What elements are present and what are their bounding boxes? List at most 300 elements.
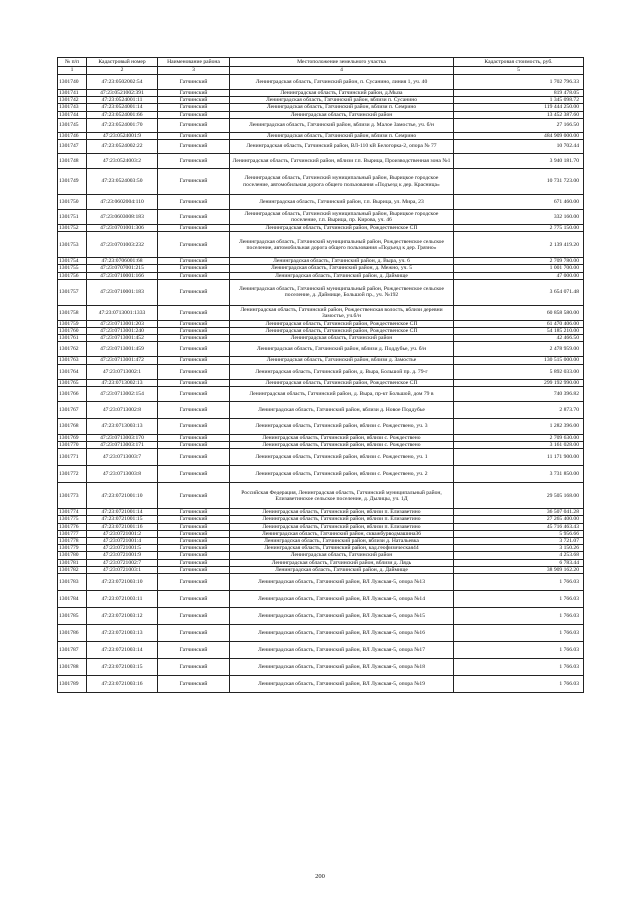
district-cell: Гатчинский: [158, 566, 230, 573]
location-cell: Ленинградская область, Гатчинский район, вблизи п. Сусанино: [230, 97, 454, 104]
row-number-cell: 1301761: [58, 335, 87, 342]
row-number-cell: 1301744: [58, 111, 87, 118]
cadastral-value-cell: 1 766.03: [454, 625, 584, 642]
row-number-cell: 1301764: [58, 364, 87, 379]
column-number: 3: [158, 67, 230, 75]
district-cell: Гатчинский: [158, 530, 230, 537]
cadastral-number-cell: 47:23:0721001:10: [87, 483, 158, 509]
cadastral-number-cell: 47:23:0721003:13: [87, 625, 158, 642]
table-row: [58, 328, 584, 335]
location-cell: Ленинградская область, Гатчинский район, Рождественское СП: [230, 379, 454, 386]
cadastral-number-cell: 47:23:0713001:452: [87, 335, 158, 342]
location-cell: Ленинградская область, Гатчинский район, вблизи д. Лядь: [230, 559, 454, 566]
cadastral-value-cell: 2 139 419.20: [454, 232, 584, 258]
district-cell: Гатчинский: [158, 386, 230, 401]
table-row: [58, 140, 584, 154]
table-row: [58, 401, 584, 418]
table-row: [58, 104, 584, 111]
location-cell: Ленинградская область, Гатчинский район, ВЛ Лужская-5, опора №13: [230, 574, 454, 591]
cadastral-value-cell: 10 731 723.00: [454, 169, 584, 195]
cadastral-number-cell: 47:23:0603008:183: [87, 210, 158, 225]
cadastral-value-cell: 3 161 028.00: [454, 442, 584, 449]
table-row: [58, 591, 584, 608]
district-cell: Гатчинский: [158, 169, 230, 195]
cadastral-value-cell: 6 783.44: [454, 559, 584, 566]
cadastral-number-cell: 47:23:0701003:232: [87, 232, 158, 258]
location-cell: Ленинградская область, Гатчинский район, Рождественское СП: [230, 320, 454, 327]
location-cell: Ленинградская область, Гатчинский район, ВЛ Лужская-5, опора №19: [230, 676, 454, 693]
location-cell: Ленинградская область, Гатчинский район, ВЛ Лужская-5, опора №18: [230, 659, 454, 676]
cadastral-number-cell: 47:23:0524001:11: [87, 97, 158, 104]
district-cell: Гатчинский: [158, 232, 230, 258]
table-row: [58, 232, 584, 258]
table-row: [58, 272, 584, 279]
district-cell: Гатчинский: [158, 418, 230, 434]
row-number-cell: 1301752: [58, 225, 87, 232]
cadastral-value-cell: 36 507 041.28: [454, 509, 584, 516]
cadastral-number-cell: 47:23:0721003:16: [87, 676, 158, 693]
cadastral-value-cell: 13 452 387.60: [454, 111, 584, 118]
row-number-cell: 1301766: [58, 386, 87, 401]
cadastral-number-cell: 47:23:0713003:7: [87, 449, 158, 466]
table-row: [58, 516, 584, 523]
district-cell: Гатчинский: [158, 574, 230, 591]
table-row: [58, 642, 584, 659]
row-number-cell: 1301786: [58, 625, 87, 642]
row-number-cell: 1301757: [58, 279, 87, 305]
cadastral-value-cell: 1 766.03: [454, 591, 584, 608]
row-number-cell: 1301763: [58, 357, 87, 364]
page-number: 200: [315, 873, 325, 880]
row-number-cell: 1301747: [58, 140, 87, 154]
table-row: [58, 559, 584, 566]
row-number-cell: 1301753: [58, 232, 87, 258]
cadastral-number-cell: 47:23:0721003:14: [87, 642, 158, 659]
column-number: 5: [454, 67, 584, 75]
location-cell: Ленинградская область, Гатчинский район, вблизи п. Семрино: [230, 104, 454, 111]
cadastral-value-cell: 1 766.03: [454, 676, 584, 693]
district-cell: Гатчинский: [158, 90, 230, 97]
table-row: [58, 466, 584, 483]
cadastral-value-cell: 1 282 396.00: [454, 418, 584, 434]
row-number-cell: 1301771: [58, 449, 87, 466]
table-row: [58, 342, 584, 357]
table-row: [58, 608, 584, 625]
row-number-cell: 1301750: [58, 195, 87, 210]
table-row: [58, 509, 584, 516]
cadastral-number-cell: 47:23:0710001:183: [87, 279, 158, 305]
location-cell: Ленинградская область, Гатчинский муниципальный район, Рождественское сельское поселение, д. Даймище, Большой пр., уч. №192: [230, 279, 454, 305]
table-row: [58, 132, 584, 139]
row-number-cell: 1301772: [58, 466, 87, 483]
cadastral-number-cell: 47:23:0713002:1: [87, 364, 158, 379]
location-cell: Ленинградская область, Гатчинский район, г.п. Вырица, ул. Мира, 23: [230, 195, 454, 210]
row-number-cell: 1301760: [58, 328, 87, 335]
district-cell: Гатчинский: [158, 279, 230, 305]
row-number-cell: 1301779: [58, 545, 87, 552]
cadastral-number-cell: 47:23:0502002:54: [87, 75, 158, 90]
district-cell: Гатчинский: [158, 401, 230, 418]
table-row: [58, 169, 584, 195]
cadastral-number-cell: 47:23:0524003:50: [87, 169, 158, 195]
cadastral-number-cell: 47:23:0721003:10: [87, 574, 158, 591]
row-number-cell: 1301777: [58, 530, 87, 537]
location-cell: Ленинградская область, Гатчинский район, Рождественская волость, вблизи деревни Замостье, уч.б/н: [230, 305, 454, 320]
cadastral-number-cell: 47:23:0721001:15: [87, 516, 158, 523]
district-cell: Гатчинский: [158, 104, 230, 111]
row-number-cell: 1301774: [58, 509, 87, 516]
cadastral-number-cell: 47:23:0721001:9: [87, 552, 158, 559]
location-cell: Ленинградская область, Гатчинский район, д. Даймище: [230, 272, 454, 279]
table-row: [58, 449, 584, 466]
row-number-cell: 1301740: [58, 75, 87, 90]
table-row: [58, 538, 584, 545]
location-cell: Ленинградская область, Гатчинский район, д. Межно, уч. 5: [230, 265, 454, 272]
location-cell: Ленинградская область, Гатчинский район: [230, 552, 454, 559]
table-row: [58, 111, 584, 118]
cadastral-number-cell: 47:23:0524001:70: [87, 118, 158, 132]
table-row: [58, 379, 584, 386]
cadastral-value-cell: 45 716 463.43: [454, 523, 584, 530]
row-number-cell: 1301746: [58, 132, 87, 139]
table-row: [58, 258, 584, 265]
cadastral-number-cell: 47:23:0713001:240: [87, 328, 158, 335]
location-cell: Ленинградская область, Гатчинский район, вблизи д. Поддубье, уч. б/н: [230, 342, 454, 357]
table-header-row: [58, 58, 584, 67]
cadastral-number-cell: 47:23:0524001:9: [87, 132, 158, 139]
district-cell: Гатчинский: [158, 364, 230, 379]
district-cell: Гатчинский: [158, 625, 230, 642]
cadastral-value-cell: 1 766.03: [454, 574, 584, 591]
district-cell: Гатчинский: [158, 559, 230, 566]
location-cell: Ленинградская область, Гатчинский район, вблизи д. Натальевка: [230, 538, 454, 545]
location-cell: Ленинградская область, Гатчинский муниципальный район, Вырицкое городское поселение, автомобильная дорога общего пользования «Подъезд к дер. Красница»: [230, 169, 454, 195]
location-cell: Ленинградская область, Гатчинский район, ВЛ Лужская-5, опора №17: [230, 642, 454, 659]
district-cell: Гатчинский: [158, 357, 230, 364]
location-cell: Ленинградская область, Гатчинский район, вблизи г.п. Вырица, Производственная зона №1: [230, 154, 454, 169]
column-number: 4: [230, 67, 454, 75]
location-cell: Ленинградская область, Гатчинский район, вблизи с. Рождествено: [230, 442, 454, 449]
district-cell: Гатчинский: [158, 379, 230, 386]
cadastral-number-cell: 47:23:0713001:472: [87, 357, 158, 364]
cadastral-number-cell: 47:23:0521002:391: [87, 90, 158, 97]
district-cell: Гатчинский: [158, 75, 230, 90]
location-cell: Ленинградская область, Гатчинский район, ВЛ Лужская-5, опора №16: [230, 625, 454, 642]
row-number-cell: 1301741: [58, 90, 87, 97]
row-number-cell: 1301788: [58, 659, 87, 676]
location-cell: Ленинградская область, Гатчинский район, ВЛ Лужская-5, опора №14: [230, 591, 454, 608]
district-cell: Гатчинский: [158, 258, 230, 265]
cadastral-value-cell: 332 160.00: [454, 210, 584, 225]
district-cell: Гатчинский: [158, 210, 230, 225]
district-cell: Гатчинский: [158, 154, 230, 169]
table-row: [58, 434, 584, 441]
district-cell: Гатчинский: [158, 466, 230, 483]
cadastral-value-cell: 2 873.70: [454, 401, 584, 418]
table-row: [58, 364, 584, 379]
row-number-cell: 1301758: [58, 305, 87, 320]
location-cell: Ленинградская область, Гатчинский район, вблизи д. Малое Замостье, уч. б/н: [230, 118, 454, 132]
table-row: [58, 552, 584, 559]
cadastral-value-cell: 1 766.03: [454, 608, 584, 625]
cadastral-value-table: [57, 57, 584, 693]
location-cell: Ленинградская область, Гатчинский муниципальный район, Рождественское сельское поселение, автомобильная дорога общего пользования «Подъезд к дер. Грязно»: [230, 232, 454, 258]
table-row: [58, 118, 584, 132]
cadastral-number-cell: 47:23:0713002:13: [87, 379, 158, 386]
cadastral-number-cell: 47:23:0721003:11: [87, 591, 158, 608]
cadastral-number-cell: 47:23:0721001:4: [87, 538, 158, 545]
row-number-cell: 1301742: [58, 97, 87, 104]
table-row: [58, 659, 584, 676]
cadastral-number-cell: 47:23:0713001:203: [87, 320, 158, 327]
row-number-cell: 1301776: [58, 523, 87, 530]
location-cell: Ленинградская область, Гатчинский район, п. Сусанино, линия 1, уч. 40: [230, 75, 454, 90]
cadastral-number-cell: 47:23:0706001:68: [87, 258, 158, 265]
cadastral-number-cell: 47:23:0721001:14: [87, 509, 158, 516]
cadastral-value-cell: 740 396.82: [454, 386, 584, 401]
district-cell: Гатчинский: [158, 111, 230, 118]
row-number-cell: 1301743: [58, 104, 87, 111]
cadastral-number-cell: 47:23:0713002:8: [87, 401, 158, 418]
table-row: [58, 320, 584, 327]
location-cell: Ленинградская область, Гатчинский район, Рождественское СП: [230, 328, 454, 335]
row-number-cell: 1301789: [58, 676, 87, 693]
cadastral-number-cell: 47:23:0524001:66: [87, 111, 158, 118]
row-number-cell: 1301756: [58, 272, 87, 279]
cadastral-value-cell: 3 150.26: [454, 545, 584, 552]
table-row: [58, 154, 584, 169]
table-row: [58, 523, 584, 530]
row-number-cell: 1301749: [58, 169, 87, 195]
district-cell: Гатчинский: [158, 335, 230, 342]
district-cell: Гатчинский: [158, 516, 230, 523]
cadastral-value-cell: 130 515 000.00: [454, 357, 584, 364]
cadastral-number-cell: 47:23:0721001:16: [87, 523, 158, 530]
row-number-cell: 1301745: [58, 118, 87, 132]
cadastral-value-cell: 60 858 580.00: [454, 305, 584, 320]
district-cell: Гатчинский: [158, 442, 230, 449]
row-number-cell: 1301785: [58, 608, 87, 625]
row-number-cell: 1301775: [58, 516, 87, 523]
table-row: [58, 335, 584, 342]
cadastral-value-cell: 54 185 210.00: [454, 328, 584, 335]
row-number-cell: 1301754: [58, 258, 87, 265]
cadastral-value-cell: 61 470 406.00: [454, 320, 584, 327]
cadastral-number-cell: 47:23:0524002:22: [87, 140, 158, 154]
district-cell: Гатчинский: [158, 483, 230, 509]
row-number-cell: 1301765: [58, 379, 87, 386]
location-cell: Ленинградская область, Гатчинский район, Рождественское СП: [230, 225, 454, 232]
location-cell: Ленинградская область, Гатчинский район, д. Выра, уч. 6: [230, 258, 454, 265]
row-number-cell: 1301748: [58, 154, 87, 169]
cadastral-value-cell: 819 478.05: [454, 90, 584, 97]
cadastral-number-cell: 47:23:0524001:14: [87, 104, 158, 111]
table-row: [58, 545, 584, 552]
table-row: [58, 676, 584, 693]
location-cell: Ленинградская область, Гатчинский район, вблизи д. Замостье: [230, 357, 454, 364]
location-cell: Ленинградская область, Гатчинский муниципальный район, Вырицкое городское поселение, г.п. Вырица, пр. Кирова, уч. 46: [230, 210, 454, 225]
row-number-cell: 1301755: [58, 265, 87, 272]
location-cell: Ленинградская область, Гатчинский район, вблизи с. Рождествено, уч. 2: [230, 466, 454, 483]
cadastral-value-cell: 2 709 780.00: [454, 258, 584, 265]
cadastral-value-cell: 5 956.66: [454, 530, 584, 537]
cadastral-value-cell: 3 731 850.00: [454, 466, 584, 483]
cadastral-value-cell: 4 253.68: [454, 552, 584, 559]
district-cell: Гатчинский: [158, 509, 230, 516]
location-cell: Ленинградская область, Гатчинский район: [230, 335, 454, 342]
cadastral-value-cell: 3 940 181.70: [454, 154, 584, 169]
district-cell: Гатчинский: [158, 523, 230, 530]
district-cell: Гатчинский: [158, 225, 230, 232]
district-cell: Гатчинский: [158, 552, 230, 559]
column-number: 2: [87, 67, 158, 75]
row-number-cell: 1301773: [58, 483, 87, 509]
cadastral-number-cell: 47:23:0721003:15: [87, 659, 158, 676]
district-cell: Гатчинский: [158, 265, 230, 272]
location-cell: Ленинградская область, Гатчинский район, вблизи п. Елизаветино: [230, 516, 454, 523]
location-cell: Ленинградская область, Гатчинский район, д. Выра, пр-кт Большой, дом 79 в: [230, 386, 454, 401]
cadastral-value-cell: 119 444 250.00: [454, 104, 584, 111]
cadastral-value-cell: 1 766.03: [454, 659, 584, 676]
location-cell: Ленинградская область, Гатчинский район, д.Мыза: [230, 90, 454, 97]
cadastral-value-cell: 299 192 990.00: [454, 379, 584, 386]
header-row-number: № п/п: [58, 58, 87, 67]
district-cell: Гатчинский: [158, 659, 230, 676]
cadastral-number-cell: 47:23:0701001:306: [87, 225, 158, 232]
table-body: [58, 75, 584, 693]
table-row: [58, 279, 584, 305]
row-number-cell: 1301780: [58, 552, 87, 559]
cadastral-value-cell: 2 775 150.00: [454, 225, 584, 232]
cadastral-number-cell: 47:23:0707001:215: [87, 265, 158, 272]
district-cell: Гатчинский: [158, 320, 230, 327]
table-row: [58, 97, 584, 104]
table-row: [58, 75, 584, 90]
row-number-cell: 1301783: [58, 574, 87, 591]
row-number-cell: 1301767: [58, 401, 87, 418]
cadastral-value-cell: 1 702 796.33: [454, 75, 584, 90]
row-number-cell: 1301751: [58, 210, 87, 225]
table-row: [58, 265, 584, 272]
cadastral-number-cell: 47:23:0713001:1333: [87, 305, 158, 320]
location-cell: Ленинградская область, Гатчинский район, вблизи п. Семрино: [230, 132, 454, 139]
district-cell: Гатчинский: [158, 132, 230, 139]
table-row: [58, 210, 584, 225]
row-number-cell: 1301784: [58, 591, 87, 608]
table-row: [58, 483, 584, 509]
location-cell: Ленинградская область, Гатчинский район, вблизи п. Елизаветино: [230, 523, 454, 530]
table-row: [58, 574, 584, 591]
location-cell: Ленинградская область, Гатчинский район, вблизи п. Елизаветино: [230, 509, 454, 516]
header-location: Местоположение земельного участка: [230, 58, 454, 67]
table-row: [58, 225, 584, 232]
cadastral-value-cell: 2 709 630.00: [454, 434, 584, 441]
district-cell: Гатчинский: [158, 434, 230, 441]
header-district-name: Наименование района: [158, 58, 230, 67]
district-cell: Гатчинский: [158, 449, 230, 466]
row-number-cell: 1301787: [58, 642, 87, 659]
row-number-cell: 1301768: [58, 418, 87, 434]
district-cell: Гатчинский: [158, 342, 230, 357]
location-cell: Ленинградская область, Гатчинский район, вблизи с. Рождествено: [230, 434, 454, 441]
cadastral-value-cell: 3 654 071.48: [454, 279, 584, 305]
cadastral-value-cell: 38 909 162.20: [454, 566, 584, 573]
row-number-cell: 1301781: [58, 559, 87, 566]
header-cadastral-number: Кадастровый номер: [87, 58, 158, 67]
district-cell: Гатчинский: [158, 118, 230, 132]
district-cell: Гатчинский: [158, 591, 230, 608]
header-cadastral-value: Кадастровая стоимость, руб.: [454, 58, 584, 67]
cadastral-value-cell: 2 478 959.00: [454, 342, 584, 357]
district-cell: Гатчинский: [158, 642, 230, 659]
table-row: [58, 530, 584, 537]
district-cell: Гатчинский: [158, 545, 230, 552]
cadastral-value-cell: 3 721.07: [454, 538, 584, 545]
row-number-cell: 1301782: [58, 566, 87, 573]
district-cell: Гатчинский: [158, 608, 230, 625]
cadastral-number-cell: 47:23:0713001:459: [87, 342, 158, 357]
cadastral-value-cell: 27 166.50: [454, 118, 584, 132]
location-cell: Российская Федерация, Ленинградская область, Гатчинский муниципальный район, Елизаветинское сельское поселение, д. Дылицы, уч. 1Д: [230, 483, 454, 509]
column-number: 1: [58, 67, 87, 75]
district-cell: Гатчинский: [158, 538, 230, 545]
table-row: [58, 442, 584, 449]
table-row: [58, 625, 584, 642]
cadastral-number-cell: 47:23:0721002:7: [87, 559, 158, 566]
location-cell: Ленинградская область, Гатчинский район, ВЛ-110 кВ Белогорка-2, опора № 77: [230, 140, 454, 154]
row-number-cell: 1301762: [58, 342, 87, 357]
column-number-row: [58, 67, 584, 75]
location-cell: Ленинградская область, Гатчинский район, д. Даймище: [230, 566, 454, 573]
table-row: [58, 195, 584, 210]
district-cell: Гатчинский: [158, 328, 230, 335]
district-cell: Гатчинский: [158, 97, 230, 104]
table-row: [58, 386, 584, 401]
cadastral-number-cell: 47:23:0713002:154: [87, 386, 158, 401]
cadastral-value-cell: 29 505 168.00: [454, 483, 584, 509]
table-row: [58, 418, 584, 434]
cadastral-number-cell: 47:23:0721003:1: [87, 566, 158, 573]
cadastral-value-cell: 671 460.00: [454, 195, 584, 210]
cadastral-number-cell: 47:23:0721001:2: [87, 530, 158, 537]
table-row: [58, 357, 584, 364]
cadastral-value-cell: 1 766.03: [454, 642, 584, 659]
row-number-cell: 1301769: [58, 434, 87, 441]
location-cell: Ленинградская область, Гатчинский район, вблизи д. Новое Поддубье: [230, 401, 454, 418]
cadastral-number-cell: 47:23:0721003:12: [87, 608, 158, 625]
district-cell: Гатчинский: [158, 676, 230, 693]
cadastral-number-cell: 47:23:0721001:5: [87, 545, 158, 552]
location-cell: Ленинградская область, Гатчинский район, кад.геофизическая44: [230, 545, 454, 552]
cadastral-value-cell: 27 265 400.00: [454, 516, 584, 523]
cadastral-number-cell: 47:23:0713003:8: [87, 466, 158, 483]
cadastral-value-cell: 484 909 000.00: [454, 132, 584, 139]
cadastral-value-cell: 42 466.50: [454, 335, 584, 342]
cadastral-value-cell: 5 892 033.00: [454, 364, 584, 379]
cadastral-value-cell: 10 702.44: [454, 140, 584, 154]
location-cell: Ленинградская область, Гатчинский район, вблизи с. Рождествено, уч. 1: [230, 449, 454, 466]
cadastral-value-cell: 47 000.00: [454, 272, 584, 279]
cadastral-number-cell: 47:23:0713003:170: [87, 434, 158, 441]
cadastral-number-cell: 47:23:0602004:110: [87, 195, 158, 210]
table-row: [58, 90, 584, 97]
district-cell: Гатчинский: [158, 195, 230, 210]
district-cell: Гатчинский: [158, 305, 230, 320]
row-number-cell: 1301778: [58, 538, 87, 545]
location-cell: Ленинградская область, Гатчинский район, скважбурводмашина36: [230, 530, 454, 537]
district-cell: Гатчинский: [158, 140, 230, 154]
location-cell: Ленинградская область, Гатчинский район: [230, 111, 454, 118]
